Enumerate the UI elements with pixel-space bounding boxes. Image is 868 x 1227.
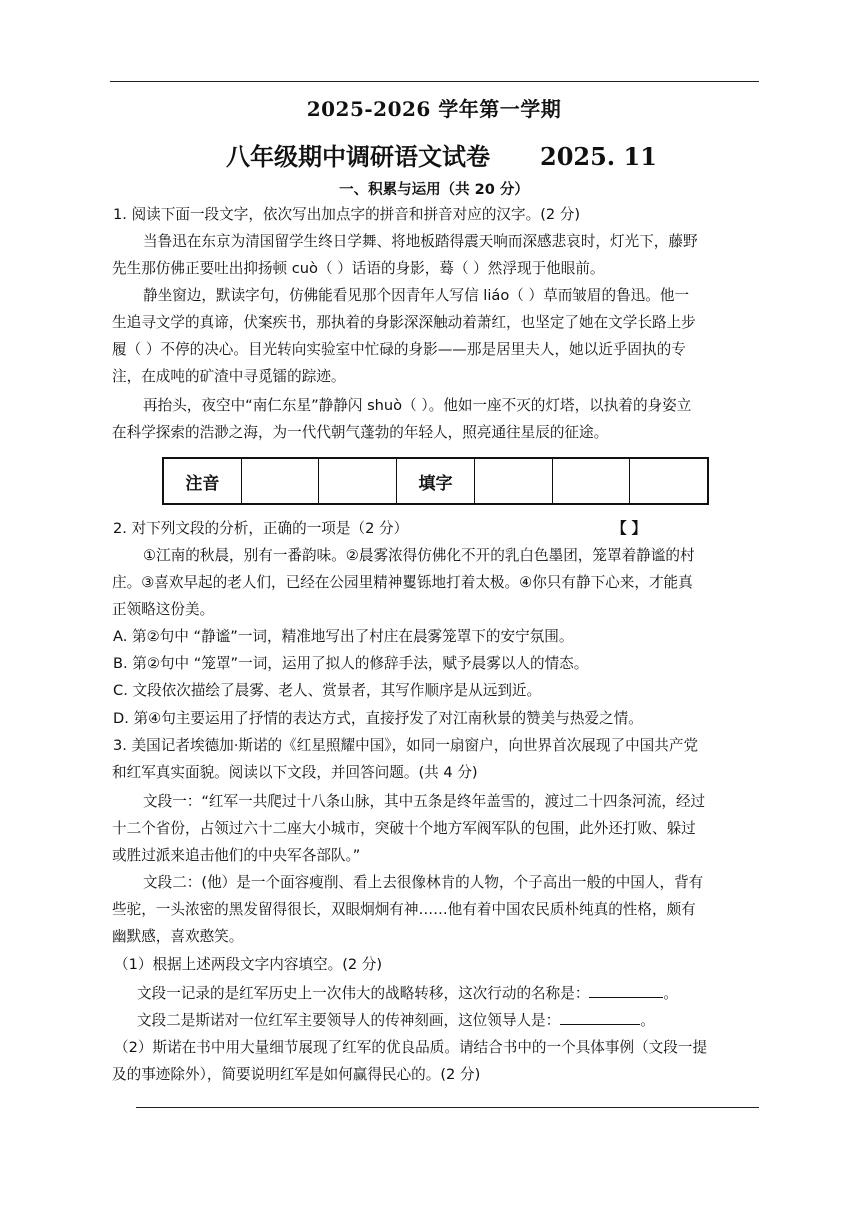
bottom-rule — [136, 1107, 759, 1108]
fill-prompt: 文段一记录的是红军历史上一次伟大的战略转移，这次行动的名称是： — [137, 985, 590, 1002]
pinyin-answer-cell[interactable] — [319, 459, 397, 503]
q1-passage-line: 再抬头，夜空中“南仁东星”静静闪 shuò（ ）。他如一座不灭的灯塔，以执着的身姿立 — [143, 397, 692, 414]
q3-sub2-stem-line: 及的事迹除外），简要说明红军是如何赢得民心的。(2 分) — [112, 1066, 481, 1083]
q1-passage-line: 当鲁迅在东京为清国留学生终日学舞、将地板踏得震天响而深感悲哀时，灯光下，藤野 — [143, 233, 698, 250]
top-rule — [110, 81, 759, 82]
exam-name: 八年级期中调研语文试卷 — [226, 142, 490, 171]
q1-stem: 1. 阅读下面一段文字，依次写出加点字的拼音和拼音对应的汉字。(2 分) — [113, 206, 581, 223]
hanzi-label-cell: 填字 — [397, 459, 475, 503]
q2-option-d: D. 第④句主要运用了抒情的表达方式，直接抒发了对江南秋景的赞美与热爱之情。 — [113, 710, 643, 727]
answer-bracket[interactable]: 【 】 — [612, 520, 647, 537]
q3-stem-line: 和红军真实面貌。阅读以下文段，并回答问题。(共 4 分) — [112, 764, 478, 781]
q3-excerpt1-line: 十二个省份，占领过六十二座大小城市，突破十个地方军阀军队的包围，此外还打败、躲过 — [112, 820, 696, 837]
pinyin-answer-cell[interactable] — [242, 459, 320, 503]
q1-passage-line: 履（ ）不停的决心。目光转向实验室中忙碌的身影——那是居里夫人，她以近乎固执的专 — [112, 341, 686, 358]
q3-excerpt2-line: 文段二：(他）是一个面容瘦削、看上去很像林肯的人物，个子高出一般的中国人，背有 — [143, 874, 704, 891]
answer-table — [162, 457, 709, 505]
fill-end: 。 — [663, 985, 679, 1002]
q3-stem: 3. 美国记者埃德加·斯诺的《红星照耀中国》，如同一扇窗户，向世界首次展现了中国共产党 — [113, 737, 699, 754]
fill-blank[interactable] — [560, 1010, 640, 1025]
q2-passage-line: 庄。③喜欢早起的老人们，已经在公园里精神矍铄地打着太极。④你只有静下心来，才能真 — [112, 574, 693, 591]
q1-passage-line: 在科学探索的浩渺之海，为一代代朝气蓬勃的年轻人，照亮通往星辰的征途。 — [112, 424, 609, 441]
fill-blank[interactable] — [589, 983, 663, 998]
fill-end: 。 — [640, 1012, 655, 1029]
q1-passage-line: 静坐窗边，默读字句，仿佛能看见那个因青年人写信 liáo（ ）草而皱眉的鲁迅。他一 — [143, 287, 690, 304]
fill-prompt: 文段二是斯诺对一位红军主要领导人的传神刻画，这位领导人是： — [137, 1012, 561, 1029]
q3-sub2-stem: （2）斯诺在书中用大量细节展现了红军的优良品质。请结合书中的一个具体事例（文段一提 — [114, 1039, 708, 1056]
q3-excerpt2-line: 幽默感，喜欢憨笑。 — [112, 928, 244, 945]
q3-excerpt1-line: 文段一：“红军一共爬过十八条山脉，其中五条是终年盖雪的，渡过二十四条河流，经过 — [143, 793, 706, 810]
hanzi-answer-cell[interactable] — [630, 459, 707, 503]
q1-passage-line: 先生那仿佛正要吐出抑扬顿 cuò（ ）话语的身影，蓦（ ）然浮现于他眼前。 — [112, 260, 605, 277]
q3-excerpt1-line: 或胜过派来追击他们的中央军各部队。” — [112, 847, 361, 864]
q3-sub1-fill-1 — [137, 983, 678, 1004]
hanzi-answer-cell[interactable] — [475, 459, 553, 503]
q1-passage-line: 生追寻文学的真谛，伏案疾书，那执着的身影深深触动着萧红，也坚定了她在文学长路上步 — [112, 314, 696, 331]
q3-excerpt2-line: 些驼，一头浓密的黑发留得很长，双眼炯炯有神……他有着中国农民质朴纯真的性格，颇有 — [112, 901, 696, 918]
q2-stem: 2. 对下列文段的分析，正确的一项是（2 分） — [113, 520, 409, 537]
q3-sub1-fill-2 — [137, 1010, 655, 1031]
exam-term-title: 2025-2026 学年第一学期 — [306, 97, 562, 121]
q2-option-c: C. 文段依次描绘了晨雾、老人、赏景者，其写作顺序是从远到近。 — [113, 682, 542, 699]
exam-date: 2025. 11 — [540, 142, 657, 171]
q2-passage-line: ①江南的秋晨，别有一番韵味。②晨雾浓得仿佛化不开的乳白色墨团，笼罩着静谧的村 — [143, 547, 695, 564]
pinyin-label-cell: 注音 — [164, 459, 242, 503]
q2-passage-line: 正领略这份美。 — [112, 601, 215, 618]
q1-passage-line: 注，在成吨的矿渣中寻觅镭的踪迹。 — [112, 368, 346, 385]
hanzi-answer-cell[interactable] — [553, 459, 631, 503]
q2-option-b: B. 第②句中 “笼罩”一词，运用了拟人的修辞手法，赋予晨雾以人的情态。 — [113, 655, 589, 672]
q2-option-a: A. 第②句中 “静谧”一词，精准地写出了村庄在晨雾笼罩下的安宁氛围。 — [113, 628, 574, 645]
section-heading: 一、积累与运用（共 20 分） — [339, 182, 529, 198]
exam-main-title — [226, 137, 657, 172]
q3-sub1-stem: （1）根据上述两段文字内容填空。(2 分) — [114, 956, 383, 973]
